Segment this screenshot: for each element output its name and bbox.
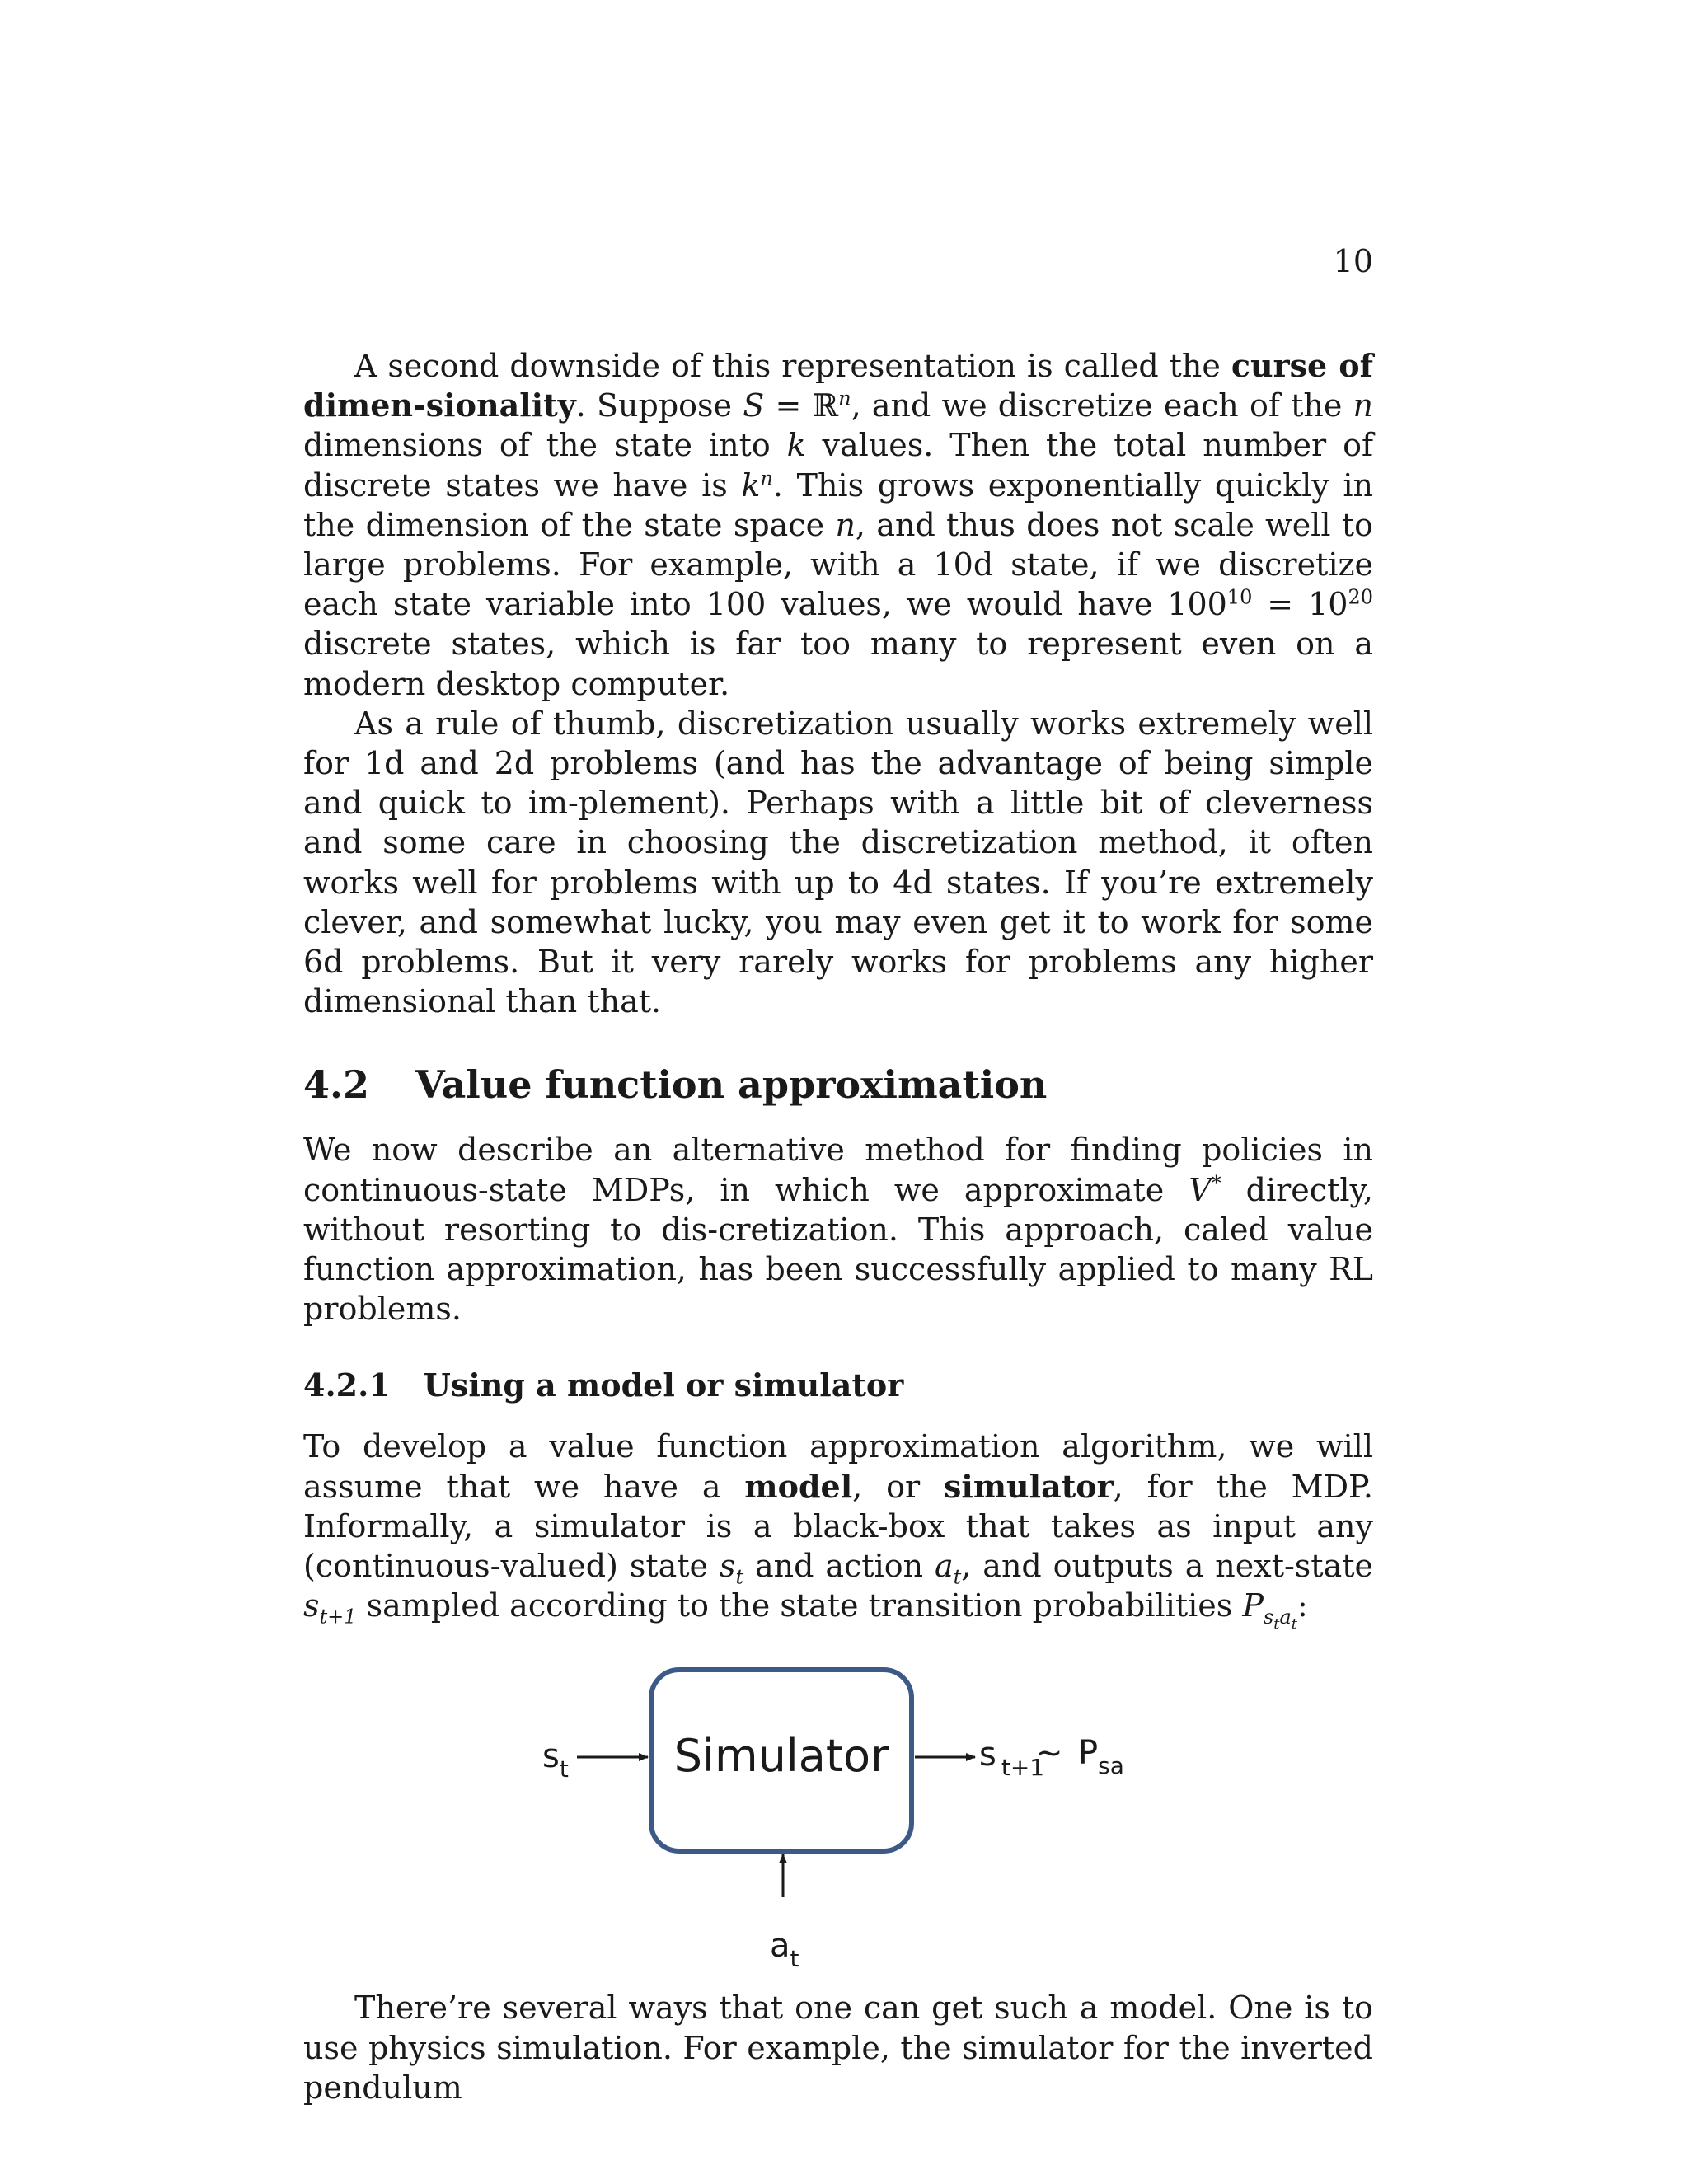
- section-title: Value function approximation: [415, 1062, 1048, 1108]
- section-heading: [303, 1062, 1373, 1107]
- simulator-diagram-svg: [303, 1643, 1373, 1973]
- simulator-diagram: [303, 1643, 1373, 1973]
- subsection-number: 4.2.1: [303, 1366, 391, 1404]
- simulator-label: Simulator: [673, 1730, 889, 1783]
- action-label: $a_t$: [770, 1927, 799, 1973]
- input-state-label: $s_t$: [542, 1737, 569, 1783]
- output-state-label: s $_{t+1}$: [979, 1736, 1045, 1782]
- paragraph-rule-of-thumb: As a rule of thumb, discretization usually works extremely well for 1d and 2d problems (and has the advantage of being simple and quick to im-plement). Perhaps with a little bit of cleverness and some care in choosing the discretization method, it often works well for problems with up to 4d states. If you’re extremely clever, and somewhat lucky, you may even get it to work for some 6d problems. But it very rarely works for problems any higher dimensional than that.: [303, 705, 1373, 1020]
- term-model: model: [744, 1467, 853, 1505]
- subsection-heading: [303, 1366, 1373, 1404]
- paragraph-curse-of-dimensionality: A second downside of this representation is called the curse of dimen-sionality. Suppose S = ℝ$^n$, and we discretize each of the n dimensions of the state into k values. Then the total number of discrete states we have is $k^n$. This grows exponentially quickly in the dimension of the state space n, and thus does not scale well to large problems. For example, with a 10d state, if we discretize each state variable into 100 values, we would have $100^{10} = 10^{20}$ discrete states, which is far too many to represent even on a modern desktop computer.: [303, 347, 1374, 702]
- paragraph-value-function-intro: We now describe an alternative method for finding policies in continuous-state MDPs, in which we approximate V* directly, without resorting to dis-cretization. This approach, caled value function approximation, has been successfully applied to many RL problems.: [303, 1132, 1373, 1328]
- distribution-label: $P_{sa}$: [1078, 1734, 1124, 1780]
- section-number: 4.2: [303, 1062, 370, 1108]
- paragraph-getting-model: There’re several ways that one can get such a model. One is to use physics simulation. For example, the simulator for the inverted pendulum: [303, 1990, 1373, 2106]
- tilde-symbol: ~: [1035, 1734, 1063, 1773]
- term-curse-of-dimensionality: curse of dimen-sionality: [303, 347, 1373, 424]
- paragraph-simulator: To develop a value function approximation algorithm, we will assume that we have a model, or simulator, for the MDP. Informally, a simulator is a black-box that takes as input any (continuous-valued) state $s_t$ and action $a_t$, and outputs a next-state $s_{t+1}$ sampled according to the state transition probabilities $P_{s_ta_t}$:: [303, 1428, 1374, 1633]
- term-simulator: simulator: [944, 1467, 1114, 1505]
- subsection-title: Using a model or simulator: [423, 1366, 904, 1404]
- page-number: 10: [1333, 243, 1373, 279]
- page-content: [303, 346, 1373, 2107]
